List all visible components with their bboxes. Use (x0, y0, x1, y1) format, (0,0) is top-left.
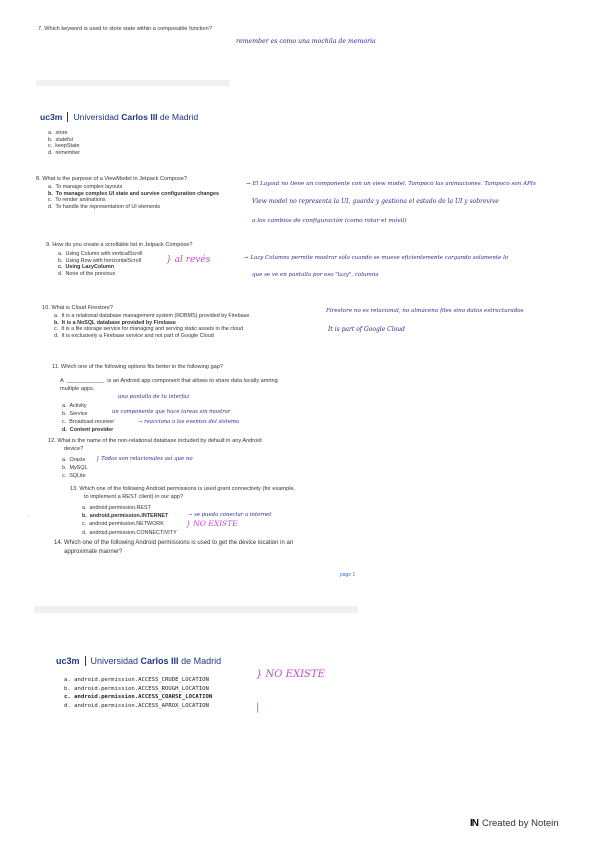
q10-options: a. It is a relational database management system (RDBMS) provided by Firebase b. It is a NoSQL database provided by Firebase c. It is a file storage service for managing and serving static assets in the cloud d. It is exclusively a Firebase service and not part of Google Cloud (54, 313, 250, 339)
q11-note-b: un componente que hace tareas sin mostrar (112, 409, 231, 415)
q13-note-b: → se pueda conectar a internet (188, 512, 272, 518)
q9-options: a. Using Column with verticalScroll b. Using Row with horizontalScroll c. Using LazyColumn d. None of the previous (58, 251, 143, 277)
university-logo (40, 112, 198, 122)
q10-note-1: Firestore no es relacional, no almacena files sino datos estructurados (326, 308, 524, 314)
notein-footer (470, 818, 559, 829)
q13-options: a. android.permission.REST b. android.permission.INTERNET c. android.permission.NETWORK d. android.permission.CONNECTIVITY (82, 505, 177, 536)
q12-question-line-2: device? (64, 446, 84, 452)
q9-note-2: que se ve en pantalla por eso "lazy", columna (252, 272, 379, 278)
q8-note-1: → El Layout no tiene un componente con un view model. Tampoco las animaciones. Tampoco son APIs (246, 181, 536, 187)
q8-note-3: a los cambios de configuración (como rotar el móvil) (252, 218, 407, 224)
q13-question-line-2: to implement a REST client) in our app? (84, 494, 184, 500)
q8-note-2: View model no representa la UI, guarda y gestiona el estado de la UI y sobrevive (252, 198, 499, 205)
q7-question: 7. Which keyword is used to store state within a composable function? (38, 26, 212, 32)
q11-note-a: una pantalla de tu interfaz (118, 394, 190, 400)
q11-note-c: → reacciona a los eventos del sistema (138, 419, 240, 425)
university-name: Universidad Carlos III de Madrid (73, 112, 199, 122)
q12-note: } Todas son relacionales así que no (96, 456, 193, 462)
q9-question: 9. How do you create a scrollable list in Jetpack Compose? (46, 242, 193, 248)
page-separator (36, 80, 230, 86)
q10-question: 10. What is Cloud Firestore? (42, 305, 113, 311)
q14-options: a. android.permission.ACCESS_CRUDE_LOCATION b. android.permission.ACCESS_ROUGH_LOCATION c. android.permission.ACCESS_COARSE_LOCATION d. android.permission.ACCESS_APROX_LOCATION (64, 677, 213, 709)
q11-gap-line-2: multiple apps. (60, 386, 95, 392)
q7-options: a. store b. stateful c. keepState d. remember (48, 130, 81, 156)
q14-pink-note: } NO EXISTE (256, 669, 325, 680)
page-number: page 1 (340, 572, 356, 578)
q8-question: 8. What is the purpose of a ViewModel in Jetpack Compose? (36, 176, 188, 182)
uc3m-label: uc3m (40, 112, 63, 122)
notein-logo-icon: IN (470, 818, 478, 829)
q12-question: 12. What is the name of the non-relational database included by default in any Android (48, 438, 262, 444)
university-logo-2: uc3m Universidad Carlos III de Madrid (56, 656, 222, 666)
q11-gap: A ____________ is an Android app component that allows to share data locally among (60, 378, 278, 384)
q9-pink-note: } al revés (166, 255, 211, 265)
q7-handwritten-note: remember es como una mochila de memoria (236, 38, 376, 45)
q14-question: 14. Which one of the following Android permissions is used to get the device location in an (54, 540, 294, 546)
q9-note-1: → Lazy Columns permite mostrar sólo cuando se mueve eficientemente cargando solamente lo (244, 255, 509, 261)
q10-note-2: It is part of Google Cloud (328, 326, 406, 333)
q8-options: a. To manage complex layouts b. To manage complex UI state and survive configuration changes c. To render animations d. To handle the representation of UI elements (48, 184, 219, 210)
q12-options: a. Oracle b. MySQL c. SQLite (62, 457, 88, 479)
q11-options: a. Activity b. Service c. Broadcast receiver d. Content provider (62, 403, 115, 433)
page-separator-2 (34, 606, 358, 613)
q14-question-line-2: approximate manner? (64, 549, 123, 555)
q11-question: 11. Which one of the following options fits better in the following gap? (52, 364, 223, 370)
q13-pink-note: } NO EXISTE (186, 519, 238, 528)
q13-question: 13. Which one of the following Android permissions is used grant connectivity (for example, (70, 486, 296, 492)
notein-label: Created by Notein (482, 818, 559, 829)
